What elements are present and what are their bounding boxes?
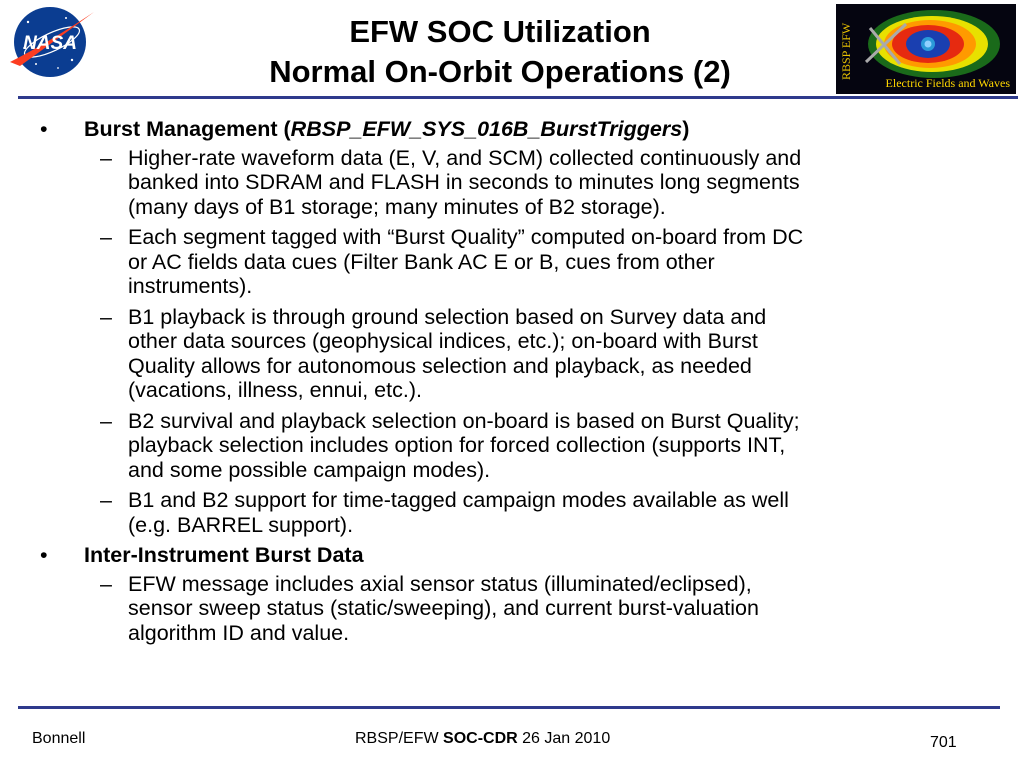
text-line: playback selection includes option for forced collection (supports INT, bbox=[128, 433, 786, 457]
footer-prefix: RBSP/EFW bbox=[355, 730, 444, 747]
footer-divider bbox=[18, 706, 1000, 709]
sub-item bbox=[100, 488, 1000, 537]
text-line: Quality allows for autonomous selection and playback, as needed bbox=[128, 353, 752, 378]
title-line-2: Normal On-Orbit Operations (2) bbox=[269, 54, 731, 89]
text-line: B1 playback is through ground selection based on Survey data and bbox=[128, 304, 767, 329]
nasa-logo bbox=[6, 4, 96, 80]
text-line: EFW message includes axial sensor status (illuminated/eclipsed), bbox=[128, 571, 752, 596]
sub-item bbox=[100, 571, 1000, 646]
dash-marker: – bbox=[100, 225, 112, 249]
title-line-1: EFW SOC Utilization bbox=[349, 14, 651, 49]
dash-marker: – bbox=[100, 571, 112, 596]
dash-marker: – bbox=[100, 304, 112, 329]
text-line: B2 survival and playback selection on-board is based on Burst Quality; bbox=[128, 408, 800, 433]
requirement-id: RBSP_EFW_SYS_016B_BurstTriggers bbox=[290, 117, 683, 141]
footer-date: 26 Jan 2010 bbox=[517, 730, 611, 747]
text-line: or AC fields data cues (Filter Bank AC E or B, cues from other bbox=[128, 249, 715, 274]
header-divider bbox=[18, 96, 1018, 99]
bullet-heading: Inter-Instrument Burst Data bbox=[84, 543, 364, 567]
text-line: algorithm ID and value. bbox=[128, 620, 350, 645]
heading-part: Burst Management ( bbox=[84, 117, 291, 141]
text-line: banked into SDRAM and FLASH in seconds to minutes long segments bbox=[128, 170, 800, 194]
footer-author: Bonnell bbox=[32, 730, 86, 747]
text-line: sensor sweep status (static/sweeping), and current burst-valuation bbox=[128, 596, 759, 620]
text-line: and some possible campaign modes). bbox=[128, 457, 491, 482]
bullet-inter-instrument bbox=[40, 543, 1000, 568]
footer-center bbox=[355, 730, 610, 748]
dash-marker: – bbox=[100, 145, 112, 170]
bullet-heading bbox=[84, 117, 689, 141]
dash-marker: – bbox=[100, 408, 112, 433]
sub-list bbox=[40, 146, 1000, 538]
sub-item bbox=[100, 225, 1000, 299]
text-line: instruments). bbox=[128, 274, 253, 298]
text-line: Higher-rate waveform data (E, V, and SCM) collected continuously and bbox=[128, 145, 802, 170]
footer-bold: SOC-CDR bbox=[443, 730, 518, 747]
page-number: 701 bbox=[930, 734, 957, 751]
slide-title bbox=[180, 12, 820, 92]
text-line: (many days of B1 storage; many minutes of B2 storage). bbox=[128, 194, 666, 219]
sub-item bbox=[100, 304, 1000, 403]
text-line: other data sources (geophysical indices, etc.); on-board with Burst bbox=[128, 329, 758, 353]
rbsp-efw-logo bbox=[836, 4, 1016, 94]
text-line: B1 and B2 support for time-tagged campaign modes available as well bbox=[128, 488, 789, 512]
sub-item bbox=[100, 408, 1000, 483]
nasa-logo-text: NASA bbox=[23, 33, 77, 54]
text-line: (e.g. BARREL support). bbox=[128, 512, 354, 537]
text-line: Each segment tagged with “Burst Quality” computed on-board from DC bbox=[128, 225, 804, 249]
efw-caption: Electric Fields and Waves bbox=[885, 76, 1010, 90]
heading-part: ) bbox=[682, 117, 690, 141]
efw-vertical-label: RBSP EFW bbox=[839, 22, 853, 80]
bullet-dot: • bbox=[40, 543, 48, 567]
sub-item bbox=[100, 145, 1000, 220]
dash-marker: – bbox=[100, 488, 112, 512]
bullet-dot: • bbox=[40, 117, 48, 141]
slide-body bbox=[40, 112, 1000, 651]
bullet-burst-management bbox=[40, 117, 1000, 142]
text-line: (vacations, illness, ennui, etc.). bbox=[128, 378, 422, 402]
sub-list bbox=[40, 572, 1000, 646]
